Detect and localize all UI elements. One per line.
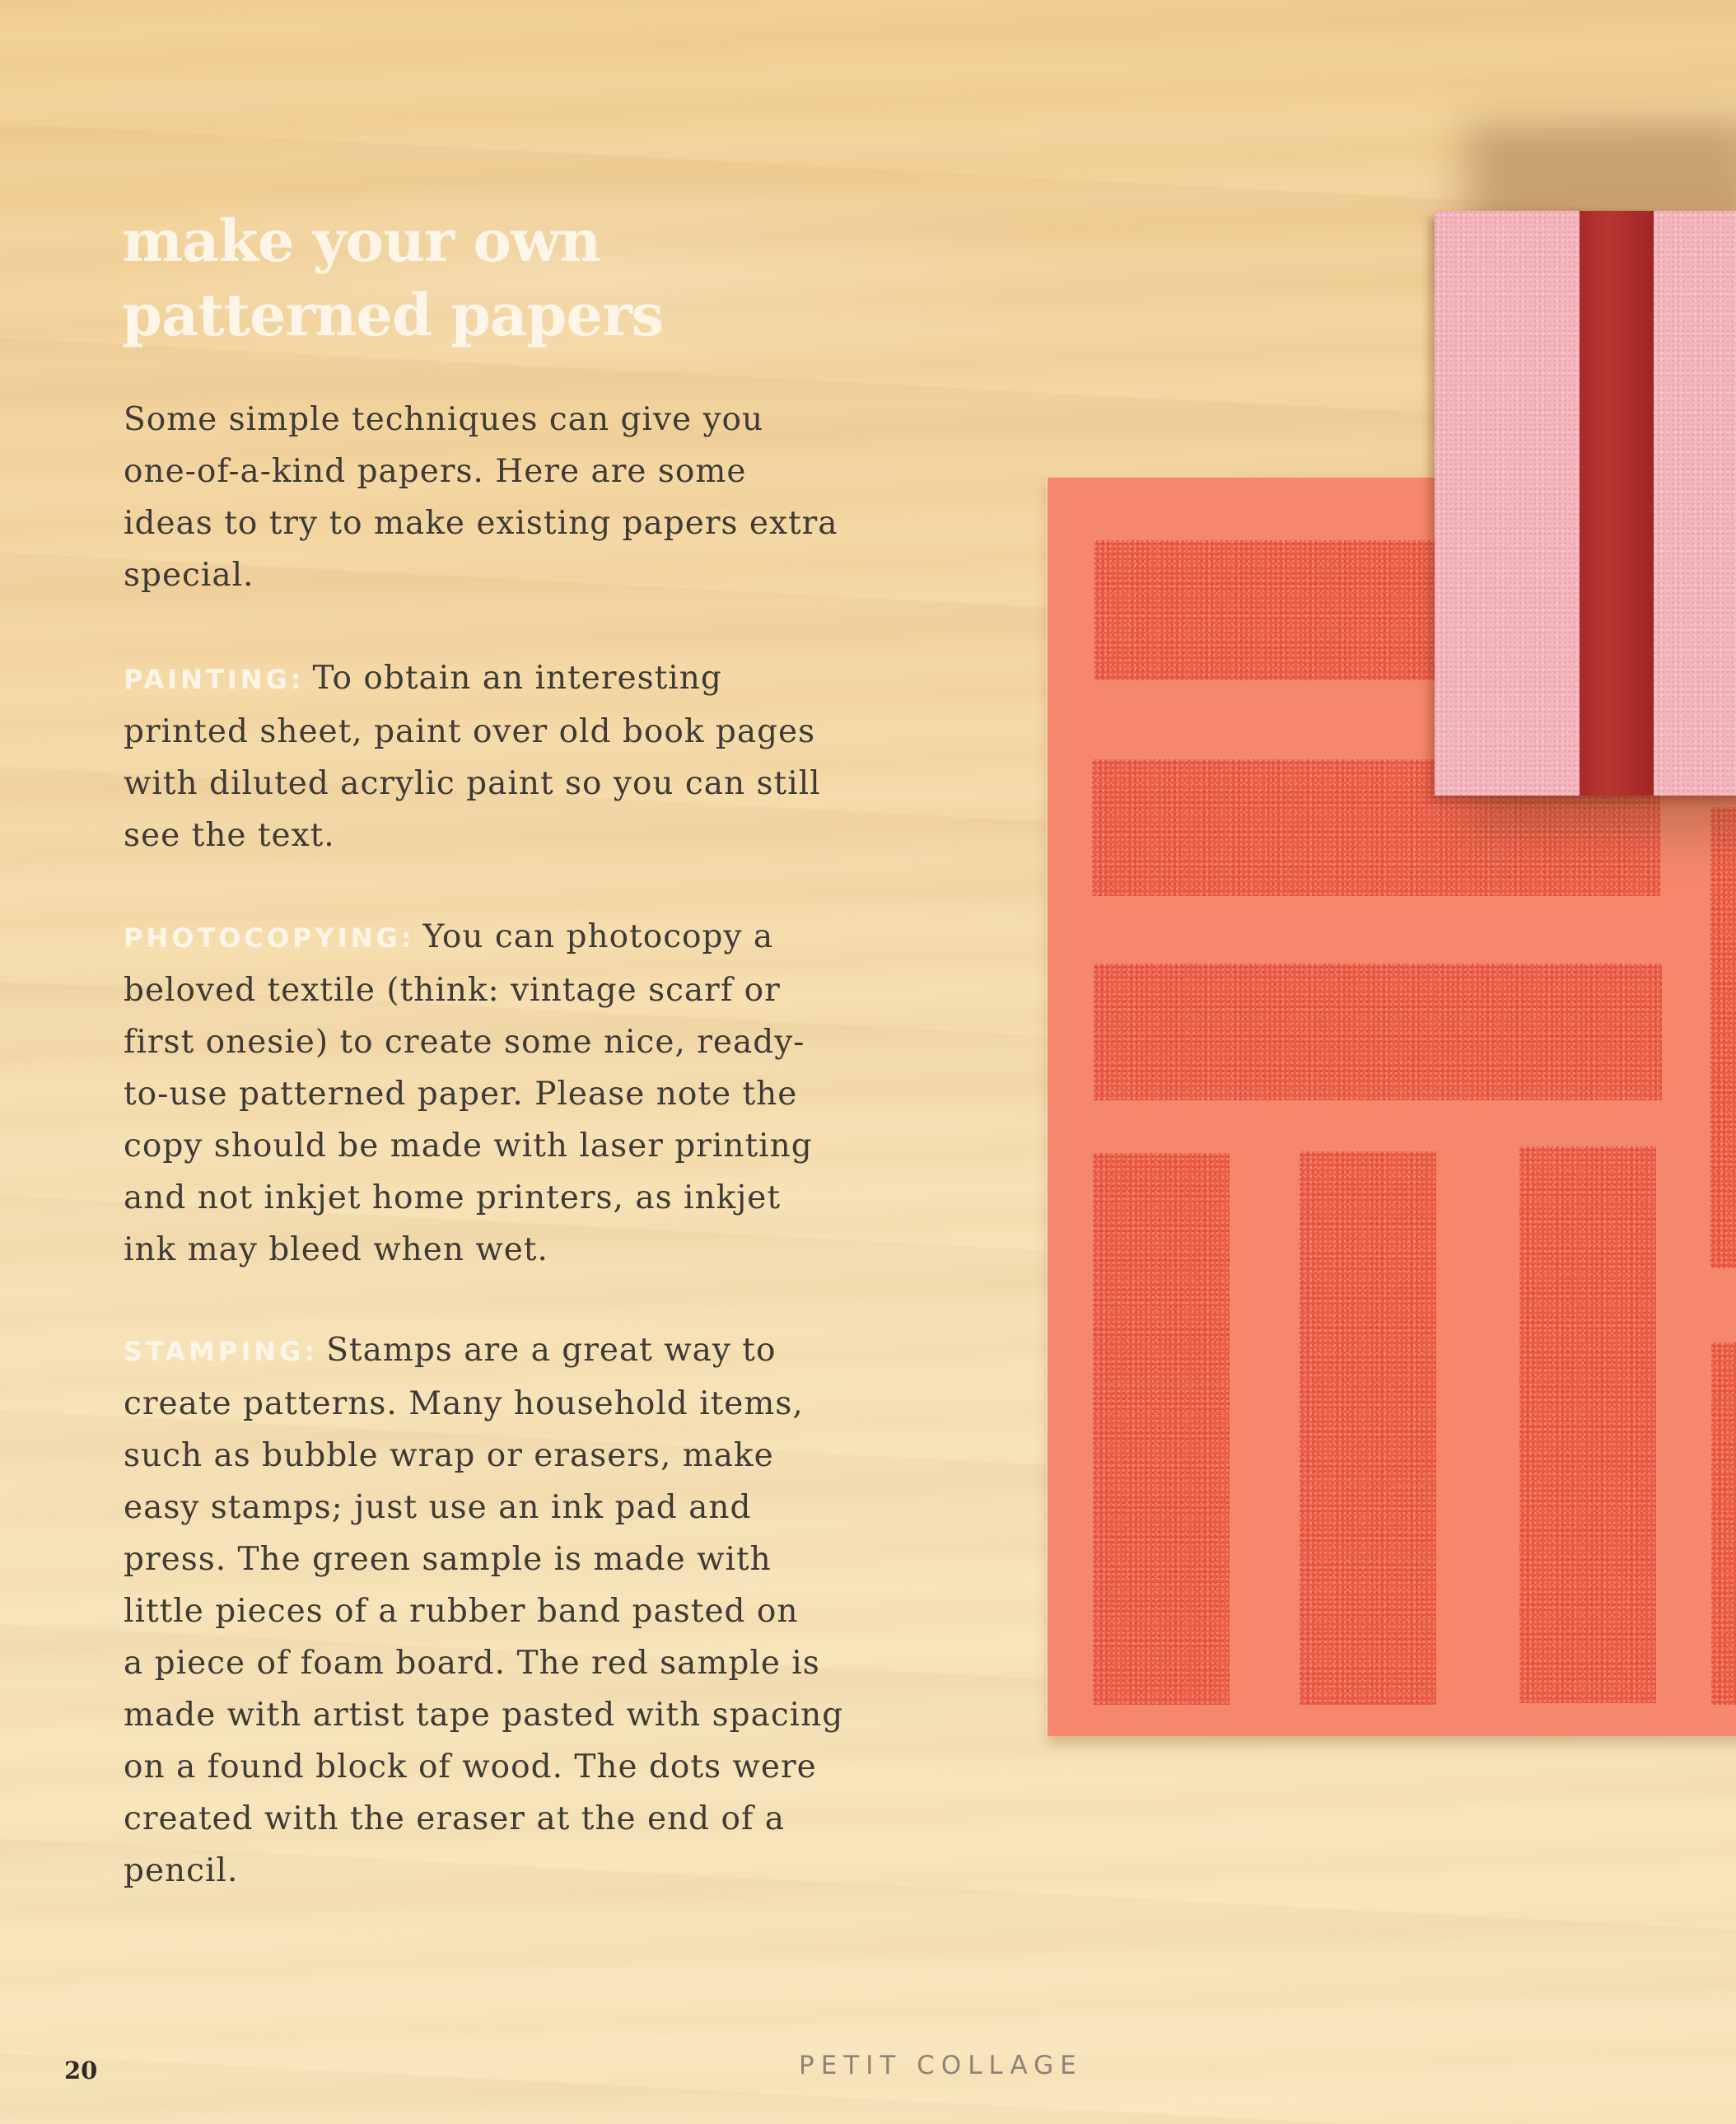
heading-line-1: make your own bbox=[122, 207, 601, 275]
painting-paragraph bbox=[124, 652, 865, 861]
stamping-line: made with artist tape pasted with spacing bbox=[124, 1697, 844, 1734]
painting-first-line bbox=[124, 652, 865, 706]
stamp-rectangle bbox=[1710, 807, 1736, 1268]
stamping-line: press. The green sample is made with bbox=[124, 1541, 772, 1578]
stamping-line: create patterns. Many household items, bbox=[124, 1385, 804, 1422]
photocopying-line: beloved textile (think: vintage scarf or bbox=[124, 972, 781, 1009]
painting-label: PAINTING: bbox=[124, 664, 305, 695]
intro-line: Some simple techniques can give you bbox=[124, 401, 764, 438]
painting-line: printed sheet, paint over old book pages bbox=[124, 713, 816, 750]
painting-line: see the text. bbox=[124, 817, 335, 854]
stamp-rectangle bbox=[1094, 964, 1662, 1100]
photocopying-line: and not inkjet home printers, as inkjet bbox=[124, 1179, 782, 1216]
photocopying-paragraph bbox=[124, 911, 865, 1276]
photocopying-line: ink may bleed when wet. bbox=[124, 1231, 548, 1268]
stamp-rectangle bbox=[1519, 1146, 1656, 1703]
stamping-paragraph bbox=[124, 1324, 865, 1897]
stamp-rectangle bbox=[1093, 1153, 1230, 1705]
photocopying-line: You can photocopy a bbox=[422, 918, 774, 955]
stamping-line: Stamps are a great way to bbox=[326, 1332, 777, 1369]
stamping-line: pencil. bbox=[124, 1852, 239, 1889]
stamping-label: STAMPING: bbox=[124, 1336, 319, 1367]
stamping-line: created with the eraser at the end of a bbox=[124, 1800, 786, 1837]
wood-stamp-block bbox=[1435, 211, 1736, 796]
photocopying-first-line bbox=[124, 911, 865, 964]
photocopying-label: PHOTOCOPYING: bbox=[124, 922, 415, 954]
page-number: 20 bbox=[64, 2056, 98, 2084]
photocopying-line: first onesie) to create some nice, ready- bbox=[124, 1024, 805, 1061]
stamping-line: a piece of foam board. The red sample is bbox=[124, 1645, 820, 1682]
painting-line: To obtain an interesting bbox=[312, 660, 722, 697]
stamping-first-line bbox=[124, 1324, 865, 1378]
running-head: PETIT COLLAGE bbox=[799, 2051, 1083, 2080]
heading-line-2: patterned papers bbox=[122, 281, 664, 349]
stamp-rectangle bbox=[1300, 1151, 1436, 1705]
stamp-rectangle bbox=[1711, 1342, 1736, 1705]
intro-line: ideas to try to make existing papers extra bbox=[124, 505, 838, 542]
painting-line: with diluted acrylic paint so you can still bbox=[124, 765, 821, 802]
photocopying-line: to-use patterned paper. Please note the bbox=[124, 1076, 798, 1113]
page-heading bbox=[122, 204, 863, 352]
intro-line: special. bbox=[124, 557, 254, 594]
intro-line: one-of-a-kind papers. Here are some bbox=[124, 453, 747, 490]
intro-paragraph bbox=[124, 394, 865, 601]
stamping-line: little pieces of a rubber band pasted on bbox=[124, 1593, 799, 1630]
stamping-line: such as bubble wrap or erasers, make bbox=[124, 1437, 774, 1474]
stamping-line: easy stamps; just use an ink pad and bbox=[124, 1489, 752, 1526]
stamping-line: on a found block of wood. The dots were bbox=[124, 1748, 817, 1786]
photocopying-line: copy should be made with laser printing bbox=[124, 1127, 813, 1165]
artist-tape-strip bbox=[1580, 211, 1654, 796]
